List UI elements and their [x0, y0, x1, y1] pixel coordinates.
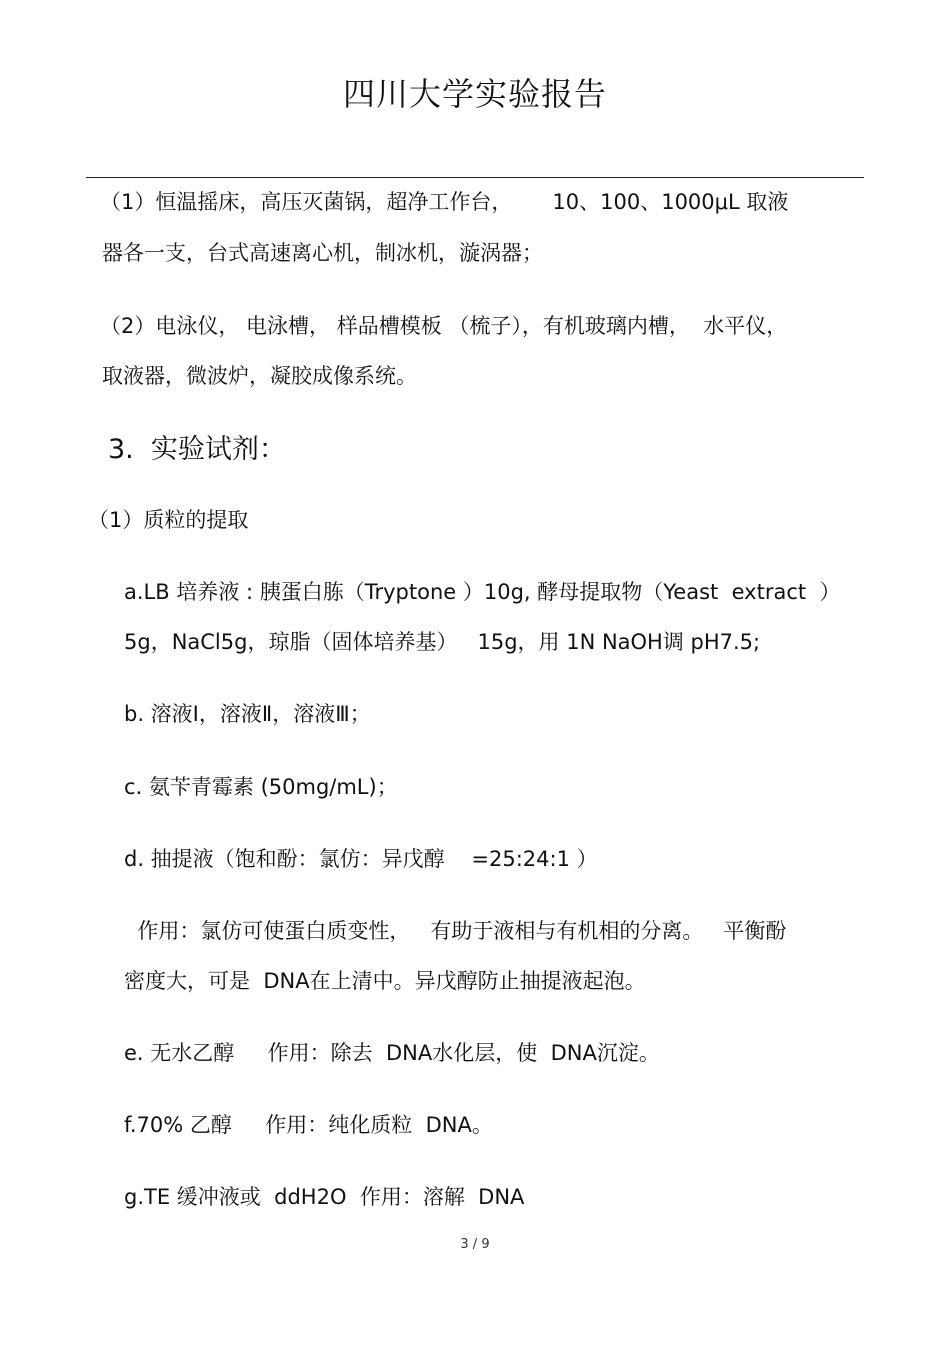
section-heading-reagents: 3. 实验试剂：: [108, 434, 286, 465]
reagent-a-line2: 5g，NaCl5g，琼脂（固体培养基） 15g，用 1N NaOH调 pH7.5;: [124, 630, 761, 654]
reagent-g: g.TE 缓冲液或 ddH2O 作用：溶解 DNA: [124, 1185, 525, 1209]
equipment-item2-line2: 取液器，微波炉，凝胶成像系统。: [102, 364, 417, 388]
reagent-d-note-line1: 作用：氯仿可使蛋白质变性， 有助于液相与有机相的分离。 平衡酚: [124, 919, 787, 943]
reagent-f: f.70% 乙醇 作用：纯化质粒 DNA。: [124, 1113, 493, 1137]
equipment-item1-line1: （1）恒温摇床，高压灭菌锅，超净工作台， 10、100、1000μL 取液: [100, 190, 789, 214]
reagent-a-line1: a.LB 培养液 : 胰蛋白胨（Tryptone ）10g, 酵母提取物（Yeast extract ）: [124, 580, 841, 604]
subsection-plasmid-extraction: （1）质粒的提取: [88, 508, 249, 532]
reagent-d: d. 抽提液（饱和酚：氯仿：异戊醇 =25:24:1 ）: [124, 847, 598, 871]
reagent-d-note-line2: 密度大，可是 DNA在上清中。异戊醇防止抽提液起泡。: [124, 969, 646, 993]
header-divider: [86, 177, 864, 178]
equipment-item2-line1: （2）电泳仪， 电泳槽， 样品槽模板 （梳子），有机玻璃内槽， 水平仪，: [100, 314, 788, 338]
page-number: 3 / 9: [460, 1237, 490, 1252]
reagent-e: e. 无水乙醇 作用：除去 DNA水化层，使 DNA沉淀。: [124, 1041, 660, 1065]
reagent-b: b. 溶液Ⅰ，溶液Ⅱ，溶液Ⅲ；: [124, 702, 371, 726]
page-title: 四川大学实验报告: [342, 75, 607, 113]
equipment-item1-line2: 器各一支，台式高速离心机，制冰机，漩涡器；: [102, 241, 543, 265]
reagent-c: c. 氨苄青霉素 (50mg/mL)；: [124, 775, 398, 799]
